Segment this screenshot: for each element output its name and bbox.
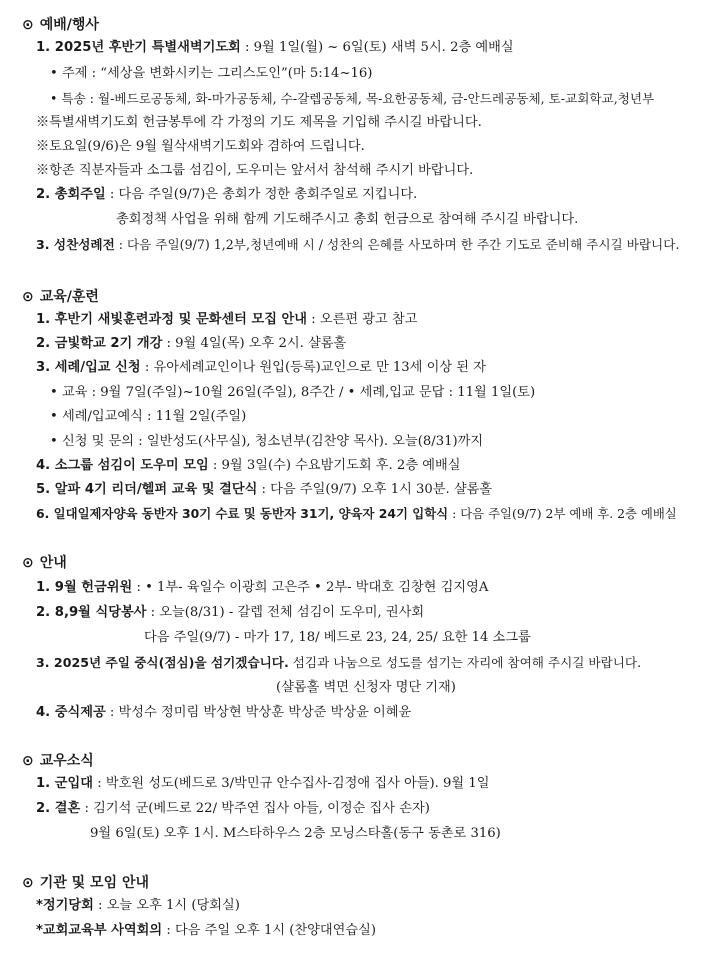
section-title-worship: ⊙ 예배/행사	[22, 17, 99, 33]
worship-theme: • 주제 : “세상을 변화시키는 그리스도인”(마 5:14~16)	[50, 66, 373, 81]
worship-note-2: ※토요일(9/6)은 9월 월삭새벽기도회와 겸하여 드립니다.	[36, 139, 365, 154]
worship-item-3: 3. 성찬성례전 : 다음 주일(9/7) 1,2부,청년예배 시 / 성찬의 은혜를 사모하며 한 주간 기도로 준비해 주시길 바랍니다.	[36, 237, 680, 252]
education-item-2: 2. 금빛학교 2기 개강 : 9월 4일(목) 오후 2시. 샬롬홀	[36, 336, 347, 351]
education-sub-1: • 교육 : 9월 7일(주일)~10월 26일(주일), 8주간 / • 세례,입교 문답 : 11월 1일(토)	[50, 385, 536, 400]
education-item-5: 5. 알파 4기 리더/헬퍼 교육 및 결단식 : 다음 주일(9/7) 오후 1시 30분. 샬롬홀	[36, 482, 493, 497]
education-item-4: 4. 소그룹 섬김이 도우미 모임 : 9월 3일(수) 수요밤기도회 후. 2층 예배실	[36, 458, 461, 473]
education-item-3: 3. 세례/입교 신청 : 유아세례교인이나 원입(등록)교인으로 만 13세 이상 된 자	[36, 360, 486, 375]
members-item-2: 2. 결혼 : 김기석 군(베드로 22/ 박주연 집사 아들, 이정순 집사 손자)	[36, 801, 430, 816]
section-title-members: ⊙ 교우소식	[22, 753, 94, 769]
circle-dot-icon: ⊙	[22, 753, 34, 769]
circle-dot-icon: ⊙	[22, 555, 34, 571]
notice-item-2: 2. 8,9월 식당봉사 : 오늘(8/31) - 갈렙 전체 섬김이 도우미, 권사회	[36, 605, 425, 620]
members-item-2-continued: 9월 6일(토) 오후 1시. M스타하우스 2층 모닝스타홀(동구 동촌로 316)	[90, 826, 501, 841]
notice-item-2-continued: 다음 주일(9/7) - 마가 17, 18/ 베드로 23, 24, 25/ 요한 14 소그룹	[144, 630, 531, 645]
meetings-item-2: *교회교육부 사역회의 : 다음 주일 오후 1시 (찬양대연습실)	[36, 923, 377, 938]
notice-item-4: 4. 중식제공 : 박성수 정미림 박상현 박상훈 박상준 박상윤 이혜윤	[36, 705, 412, 720]
section-title-notice: ⊙ 안내	[22, 555, 67, 571]
circle-dot-icon: ⊙	[22, 875, 34, 891]
worship-note-1: ※특별새벽기도회 헌금봉투에 각 가정의 기도 제목을 기입해 주시길 바랍니다.	[36, 115, 482, 130]
education-item-6: 6. 일대일제자양육 동반자 30기 수료 및 동반자 31기, 양육자 24기 입학식 : 다음 주일(9/7) 2부 예배 후. 2층 예배실	[36, 506, 677, 521]
members-item-1: 1. 군입대 : 박호원 성도(베드로 3/박민규 안수집사-김정애 집사 아들). 9월 1일	[36, 776, 490, 791]
notice-item-1: 1. 9월 헌금위원 : • 1부- 육일수 이광희 고은주 • 2부- 박대호 김창현 김지영A	[36, 580, 489, 595]
worship-item-2: 2. 총회주일 : 다음 주일(9/7)은 총회가 정한 총회주일로 지킵니다.	[36, 187, 418, 202]
notice-item-3: 3. 2025년 주일 중식(점심)을 섬기겠습니다. 섬김과 나눔으로 성도를 섬기는 자리에 참여해 주시길 바랍니다.	[36, 655, 642, 670]
worship-special-songs: • 특송 : 월-베드로공동체, 화-마가공동체, 수-갈렙공동체, 목-요한공동체, 금-안드레공동체, 토-교회학교,청년부	[50, 91, 655, 106]
circle-dot-icon: ⊙	[22, 289, 34, 305]
notice-item-3-continued: (샬롬홀 벽면 신청자 명단 기재)	[276, 680, 456, 695]
worship-item-1: 1. 2025년 후반기 특별새벽기도회 : 9월 1일(월) ~ 6일(토) 새벽 5시. 2층 예배실	[36, 40, 514, 55]
worship-item-2-continued: 총회정책 사업을 위해 함께 기도해주시고 총회 헌금으로 참여해 주시길 바랍니다.	[116, 212, 579, 227]
circle-dot-icon: ⊙	[22, 17, 34, 33]
education-sub-2: • 세례/입교예식 : 11월 2일(주일)	[50, 409, 247, 424]
education-sub-3: • 신청 및 문의 : 일반성도(사무실), 청소년부(김찬양 목사). 오늘(8/31)까지	[50, 434, 484, 449]
education-item-1: 1. 후반기 새빛훈련과정 및 문화센터 모집 안내 : 오른편 광고 참고	[36, 312, 418, 327]
meetings-item-1: *정기당회 : 오늘 오후 1시 (당회실)	[36, 898, 240, 913]
worship-note-3: ※항존 직분자들과 소그룹 섬김이, 도우미는 앞서서 참석해 주시기 바랍니다.	[36, 163, 474, 178]
section-title-meetings: ⊙ 기관 및 모임 안내	[22, 875, 150, 891]
section-title-education: ⊙ 교육/훈련	[22, 289, 99, 305]
